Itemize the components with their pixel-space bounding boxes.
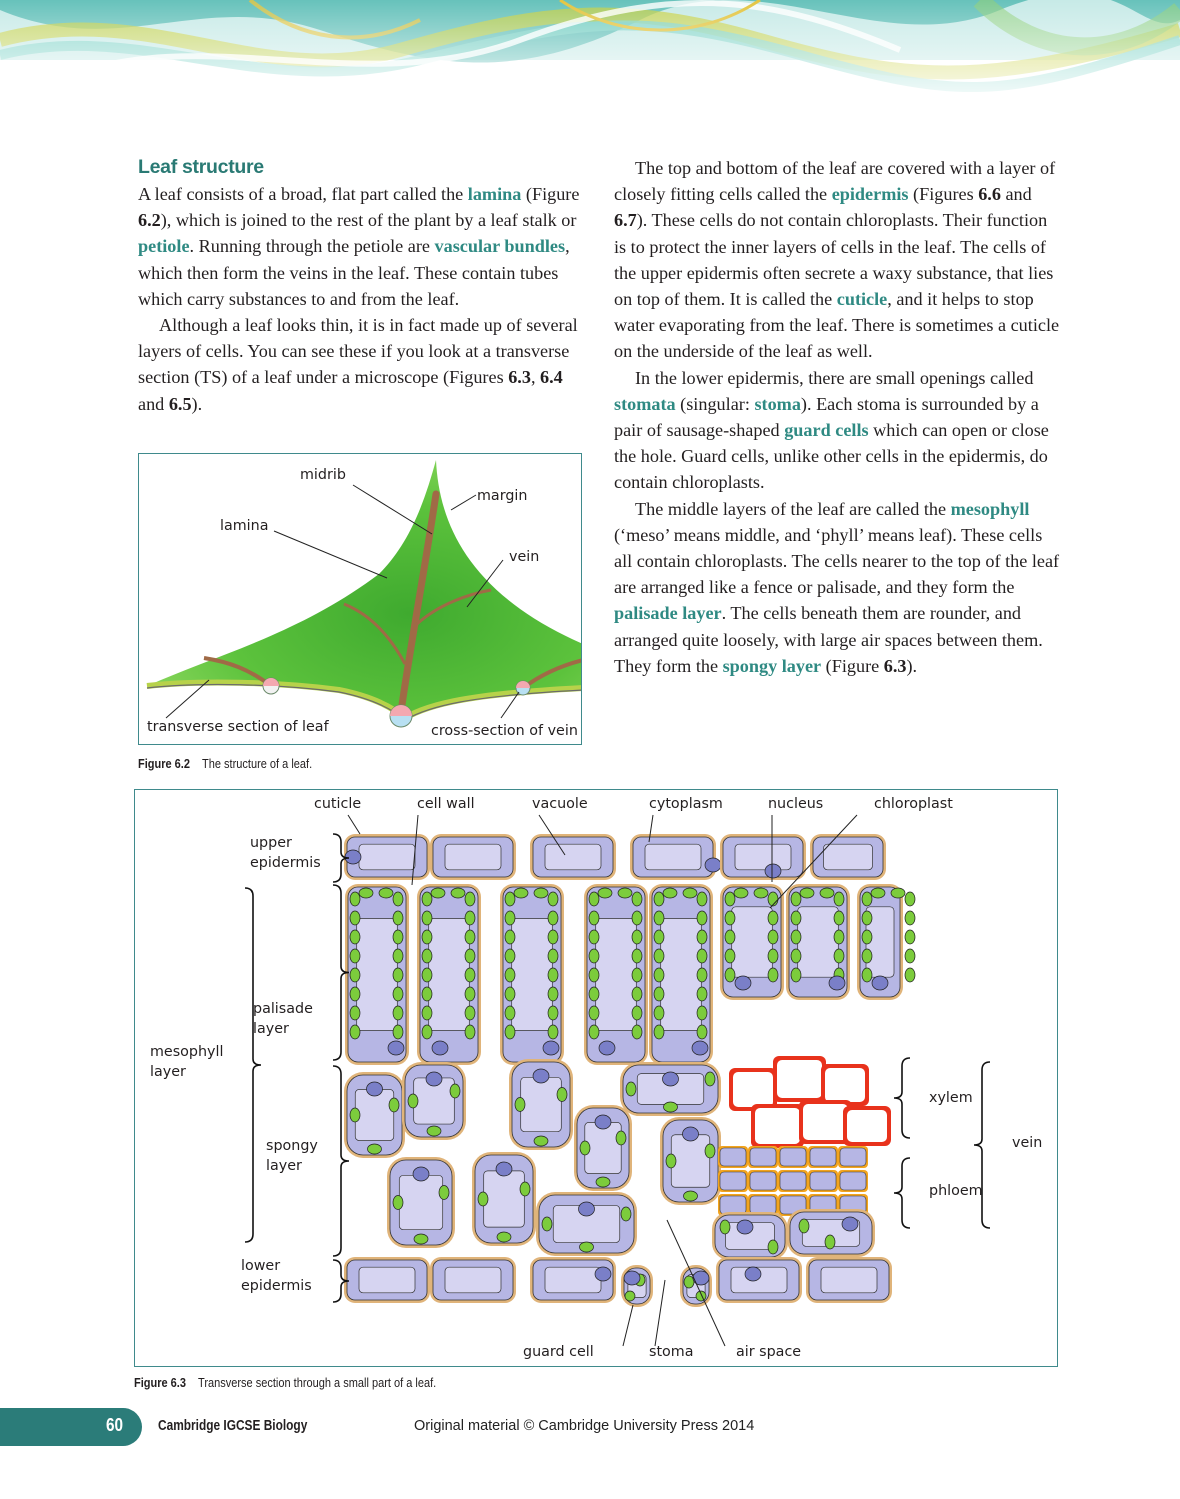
label-vacuole: vacuole [532, 796, 588, 812]
label-guard-cell: guard cell [523, 1344, 594, 1360]
text-run: ( [521, 184, 532, 204]
paragraph-layers [138, 312, 588, 417]
keyword: mesophyll [950, 498, 1030, 519]
text-run: ). These cells do not contain chloroplasts. Their function is to protect the inner layers of cells in the leaf. The cells of the upper epidermis often secrete a waxy substance, that lies on top of them. It is called the [614, 210, 1054, 310]
keyword: cuticle [836, 289, 888, 310]
figure-reference: 6.4 [540, 367, 563, 388]
text-run: , which then form the veins in the leaf. These contain tubes which carry substances to and from the leaf. [138, 236, 570, 309]
text-run: (singular: [675, 393, 755, 414]
keyword: spongy layer [722, 655, 822, 676]
label-phloem: phloem [929, 1183, 983, 1199]
keyword: vascular bundles [434, 236, 566, 257]
label-lower-epidermis-line1: lower [241, 1258, 281, 1274]
figure-6-3 [134, 789, 1058, 1367]
label-cytoplasm: cytoplasm [649, 796, 723, 812]
text-run: Although a leaf looks thin, it is in fact made up of several layers of cells. You can see these if you look at a transverse section (TS) of a leaf under a microscope (Figures [138, 315, 578, 388]
text-run: The top and bottom of the leaf are covered with a layer of closely fitting cells called the [614, 158, 1056, 205]
label-upper-epidermis-line1: upper [250, 835, 292, 851]
left-column [138, 155, 588, 417]
label-air-space: air space [736, 1344, 802, 1360]
text-run: and [138, 393, 169, 414]
text-run: , and it helps to stop water evaporating from the leaf. There is sometimes a cuticle on the underside of the leaf as well. [614, 289, 1060, 362]
label-transverse-section: transverse section of leaf [147, 719, 329, 735]
figure-6-2 [138, 453, 582, 745]
text-run: (Figure [821, 655, 884, 676]
label-chloroplast: chloroplast [874, 796, 953, 812]
keyword: stomata [614, 393, 676, 414]
section-heading: Leaf structure [138, 156, 264, 178]
label-stoma: stoma [649, 1344, 694, 1360]
page-number: 60 [106, 1415, 124, 1435]
book-title: Cambridge IGCSE Biology [158, 1418, 308, 1434]
text-run: A leaf consists of a broad, flat part called the [138, 184, 468, 204]
figure-number: Figure 6.3 [134, 1375, 186, 1390]
label-xylem: xylem [929, 1090, 973, 1106]
figure-6-3-caption [134, 1375, 436, 1390]
text-run: (Figures [908, 184, 979, 205]
label-spongy-line1: spongy [266, 1138, 318, 1154]
text-run: The middle layers of the leaf are called the [635, 498, 951, 519]
text-run: which can open or close the hole. Guard cells, unlike other cells in the epidermis, do contain chloroplasts. [614, 420, 1049, 493]
label-cell-wall: cell wall [417, 796, 475, 812]
keyword: stoma [754, 393, 801, 414]
keyword: petiole [138, 236, 190, 257]
text-run: (‘meso’ means middle, and ‘phyll’ means leaf). These cells all contain chloroplasts. The cells nearer to the top of the leaf are arranged like a fence or palisade, and they form the [614, 524, 1060, 598]
keyword: epidermis [831, 184, 909, 205]
text-run: ), which is joined to the rest of the plant by a leaf stalk or [160, 210, 577, 231]
paragraph-mesophyll [614, 496, 1060, 679]
figure-reference: 6.6 [978, 184, 1001, 205]
label-palisade-line1: palisade [253, 1001, 313, 1017]
label-lamina: lamina [220, 518, 269, 534]
label-upper-epidermis-line2: epidermis [250, 855, 321, 871]
label-cuticle: cuticle [314, 796, 362, 812]
label-lower-epidermis-line2: epidermis [241, 1278, 312, 1294]
label-spongy-line2: layer [266, 1158, 302, 1174]
label-vein: vein [509, 549, 540, 565]
label-mesophyll-line2: layer [150, 1064, 186, 1080]
label-palisade-line2: layer [253, 1021, 289, 1037]
text-run: Figure [531, 184, 580, 204]
right-column [614, 155, 1060, 679]
header-decoration [0, 0, 1180, 130]
text-run: . Running through the petiole are [189, 236, 435, 257]
caption-text: The structure of a leaf. [202, 756, 313, 771]
text-run: ). Each stoma is surrounded by a pair of sausage-shaped [614, 393, 1039, 441]
keyword: palisade layer [614, 603, 722, 624]
paragraph-lamina [138, 181, 588, 312]
figure-reference: 6.5 [168, 393, 192, 414]
copyright-notice: Original material © Cambridge University Press 2014 [414, 1418, 755, 1434]
keyword: lamina [467, 184, 522, 204]
label-mesophyll-line1: mesophyll [150, 1044, 224, 1060]
text-run: In the lower epidermis, there are small openings called [635, 367, 1034, 388]
label-cross-section-vein: cross-section of vein [431, 723, 578, 739]
keyword: guard cells [784, 420, 869, 441]
figure-reference: 6.2 [138, 210, 161, 231]
text-run: . The cells beneath them are rounder, and arranged quite loosely, with large air spaces between them. They form the [614, 603, 1043, 676]
figure-reference: 6.3 [508, 367, 531, 388]
label-vein: vein [1012, 1135, 1043, 1151]
paragraph-stomata [614, 365, 1060, 496]
paragraph-epidermis [614, 155, 1060, 365]
label-midrib: midrib [300, 467, 346, 483]
figure-reference: 6.3 [883, 655, 907, 676]
figure-number: Figure 6.2 [138, 756, 190, 771]
text-run: , [530, 367, 541, 388]
caption-text: Transverse section through a small part of a leaf. [198, 1375, 437, 1390]
text-run: ). [191, 393, 203, 414]
label-nucleus: nucleus [768, 796, 824, 812]
figure-reference: 6.7 [614, 210, 637, 231]
text-run: ). [906, 655, 918, 676]
figure-6-2-caption [138, 756, 312, 771]
label-margin: margin [477, 488, 528, 504]
text-run: and [1000, 184, 1032, 205]
